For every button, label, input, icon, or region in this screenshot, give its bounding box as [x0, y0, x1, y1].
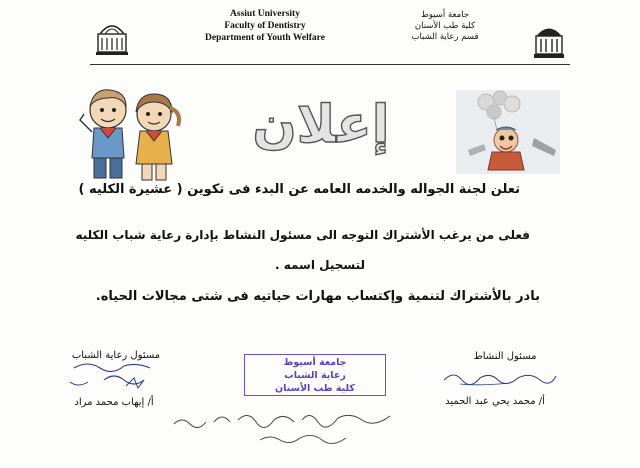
header-en-line: Department of Youth Welfare [205, 33, 325, 43]
stamp-line: كلية طب الأسنان [275, 383, 355, 394]
stamp-line: جامعة أسيوط [283, 357, 347, 368]
announcement-line-3: لتسجيل اسمه . [274, 258, 366, 272]
university-logo-left [96, 16, 128, 56]
header-ar-line: كلية طب الأسنان [414, 21, 476, 31]
header-ar-line: قسم رعاية الشباب [411, 32, 479, 42]
youth-welfare-officer-signature [64, 358, 156, 394]
activity-officer-name: أ/ محمد يحي عبد الحميد [445, 396, 545, 407]
header-en-line: Faculty of Dentistry [224, 21, 306, 31]
header-ar-line: جامعة أسيوط [420, 10, 470, 20]
announcement-title-text: إعلان [252, 95, 390, 155]
stamp-line: رعاية الشباب [284, 370, 346, 381]
handwritten-pencil-note [170, 398, 410, 448]
announcement-line-2: فعلى من يرغب الأشتراك التوجه الى مسئول النشاط بإدارة رعاية شباب الكليه [75, 228, 530, 242]
faculty-stamp [244, 354, 386, 396]
announcement-title [236, 84, 406, 166]
header-divider [90, 64, 570, 65]
youth-welfare-officer-title: مسئول رعاية الشباب [71, 350, 161, 361]
activity-officer-title: مسئول النشاط [473, 351, 537, 362]
balloon-house-illustration [456, 90, 560, 174]
announcement-line-1: تعلن لجنة الجواله والخدمه العامه عن البدء فى تكوين ( عشيرة الكليه ) [78, 182, 520, 197]
header-english [200, 8, 330, 44]
announcement-line-4: بادر بالأشتراك لتنمية وإكتساب مهارات حياتيه فى شتى مجالات الحياه. [95, 289, 540, 304]
activity-officer-signature [440, 366, 560, 390]
cartoon-kids-illustration [74, 86, 186, 186]
header-arabic [390, 10, 500, 43]
header-en-line: Assiut University [230, 9, 300, 19]
university-logo-right [534, 22, 564, 60]
youth-welfare-officer-name: أ/ إيهاب محمد مراد [74, 397, 154, 408]
